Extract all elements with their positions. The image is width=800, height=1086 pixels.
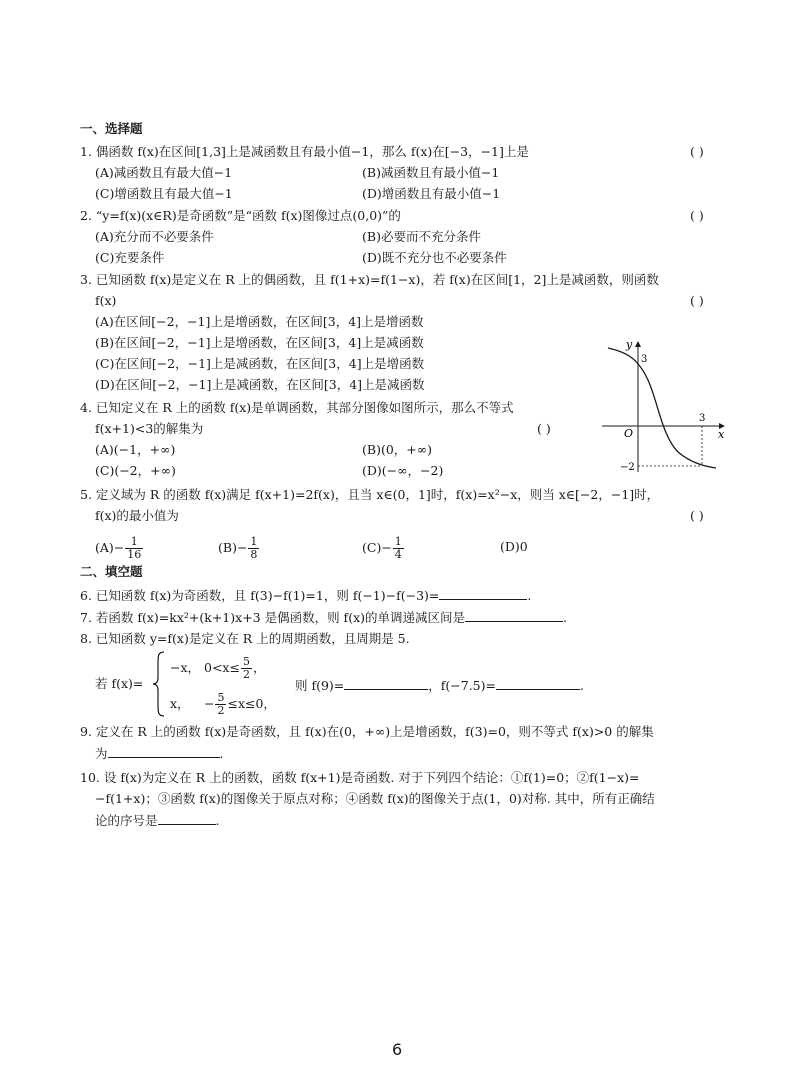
- q1-option-d: (D)增函数且有最小值−1: [362, 186, 501, 201]
- q8-piece-2: x， − $\frac{5}{2}$ ≤x≤0，: [170, 691, 276, 717]
- y-axis-label: y: [626, 338, 633, 351]
- q8-piece-1: −x， 0<x≤ $\frac{5}{2}$ ，: [170, 655, 266, 681]
- q10-line1: 10. 设 f(x)为定义在 R 上的函数，函数 f(x+1)是奇函数. 对于下列四个结论：①f(1)=0；②f(1−x)=: [80, 770, 640, 785]
- q9-answer-blank[interactable]: [108, 745, 220, 758]
- q3-answer-paren: ( ): [690, 293, 704, 308]
- q2-option-d: (D)既不充分也不必要条件: [362, 250, 507, 265]
- q8-stem: 8. 已知函数 y=f(x)是定义在 R 上的周期函数，且周期是 5.: [80, 631, 410, 646]
- q3-option-a: (A)在区间[−2，−1]上是增函数，在区间[3，4]上是增函数: [95, 314, 424, 329]
- q1-answer-paren: ( ): [690, 144, 704, 159]
- q1-option-b: (B)减函数且有最小值−1: [362, 165, 500, 180]
- q10-answer-blank[interactable]: [158, 812, 216, 825]
- q4-option-c: (C)(−2，+∞): [95, 463, 176, 478]
- q4-option-b: (B)(0，+∞): [362, 442, 433, 457]
- q7-line: 7. 若函数 f(x)=kx²+(k+1)x+3 是偶函数，则 f(x)的单调递减区间是 .: [80, 610, 567, 625]
- q1-stem: 1. 偶函数 f(x)在区间[1,3]上是减函数且有最小值−1，那么 f(x)在[−3，−1]上是: [80, 144, 529, 159]
- section-heading-choice: 一、选择题: [80, 121, 143, 136]
- q3-option-c: (C)在区间[−2，−1]上是减函数，在区间[3，4]上是增函数: [95, 356, 425, 371]
- function-curve: [608, 348, 716, 468]
- q9-line2: 为 .: [95, 746, 224, 761]
- x-axis-label: x: [718, 428, 725, 441]
- q10-line3: 论的序号是 .: [95, 813, 220, 828]
- section-heading-fill-in: 二、填空题: [80, 564, 143, 579]
- q4-stem-line1: 4. 已知定义在 R 上的函数 f(x)是单调函数，其部分图像如图所示，那么不等式: [80, 400, 514, 415]
- q6-line: 6. 已知函数 f(x)为奇函数，且 f(3)−f(1)=1，则 f(−1)−f(−3)= .: [80, 588, 532, 603]
- piecewise-brace: [152, 650, 166, 718]
- q5-stem-line1: 5. 定义域为 R 的函数 f(x)满足 f(x+1)=2f(x)，且当 x∈(0，1]时，f(x)=x²−x，则当 x∈[−2，−1]时，: [80, 487, 660, 502]
- q5-option-c: (C)− $\frac{1}{4}$: [362, 535, 402, 561]
- origin-label: O: [624, 427, 634, 440]
- q9-line1: 9. 定义在 R 上的函数 f(x)是奇函数，且 f(x)在(0，+∞)上是增函数，f(3)=0，则不等式 f(x)>0 的解集: [80, 724, 654, 739]
- q2-option-c: (C)充要条件: [95, 250, 165, 265]
- q10-line2: −f(1+x)；③函数 f(x)的图像关于原点对称；④函数 f(x)的图像关于点(1，0)对称. 其中，所有正确结: [95, 791, 655, 806]
- q7-answer-blank[interactable]: [465, 609, 563, 622]
- q4-stem-line2: f(x+1)<3的解集为: [95, 421, 204, 436]
- q4-answer-paren: ( ): [537, 421, 551, 436]
- q3-stem-line2: f(x): [95, 293, 117, 308]
- q6-answer-blank[interactable]: [439, 587, 527, 600]
- page-number: 6: [392, 1040, 403, 1059]
- q3-option-d: (D)在区间[−2，−1]上是减函数，在区间[3，4]上是减函数: [95, 377, 425, 392]
- x-tick-3: 3: [699, 413, 706, 424]
- q4-option-d: (D)(−∞，−2): [362, 463, 444, 478]
- y-tick-3: 3: [641, 354, 648, 365]
- q4-option-a: (A)(−1，+∞): [95, 442, 176, 457]
- q1-option-c: (C)增函数且有最大值−1: [95, 186, 233, 201]
- q5-option-a: (A)− $\frac{1}{16}$: [95, 535, 142, 561]
- q3-option-b: (B)在区间[−2，−1]上是增函数，在区间[3，4]上是减函数: [95, 335, 424, 350]
- q4-function-graph: [598, 336, 730, 476]
- q5-option-d: (D)0: [500, 539, 528, 554]
- q8-if-label: 若 f(x)=: [95, 676, 144, 691]
- q8-answer-blank-f9[interactable]: [344, 677, 428, 690]
- q2-answer-paren: ( ): [690, 208, 704, 223]
- q5-stem-line2: f(x)的最小值为: [95, 508, 179, 523]
- q2-option-b: (B)必要而不充分条件: [362, 229, 481, 244]
- q2-stem: 2. “y=f(x)(x∈R)是奇函数”是“函数 f(x)图像过点(0,0)”的: [80, 208, 401, 223]
- q2-option-a: (A)充分而不必要条件: [95, 229, 214, 244]
- y-tick-minus-2: −2: [620, 462, 635, 473]
- q8-answers: 则 f(9)= ，f(−7.5)= .: [295, 678, 584, 693]
- q5-option-b: (B)− $\frac{1}{8}$: [218, 535, 258, 561]
- q3-stem-line1: 3. 已知函数 f(x)是定义在 R 上的偶函数，且 f(1+x)=f(1−x)，若 f(x)在区间[1，2]上是减函数，则函数: [80, 272, 659, 287]
- q1-option-a: (A)减函数且有最大值−1: [95, 165, 233, 180]
- q8-answer-blank-f-7.5[interactable]: [496, 677, 580, 690]
- q5-answer-paren: ( ): [690, 508, 704, 523]
